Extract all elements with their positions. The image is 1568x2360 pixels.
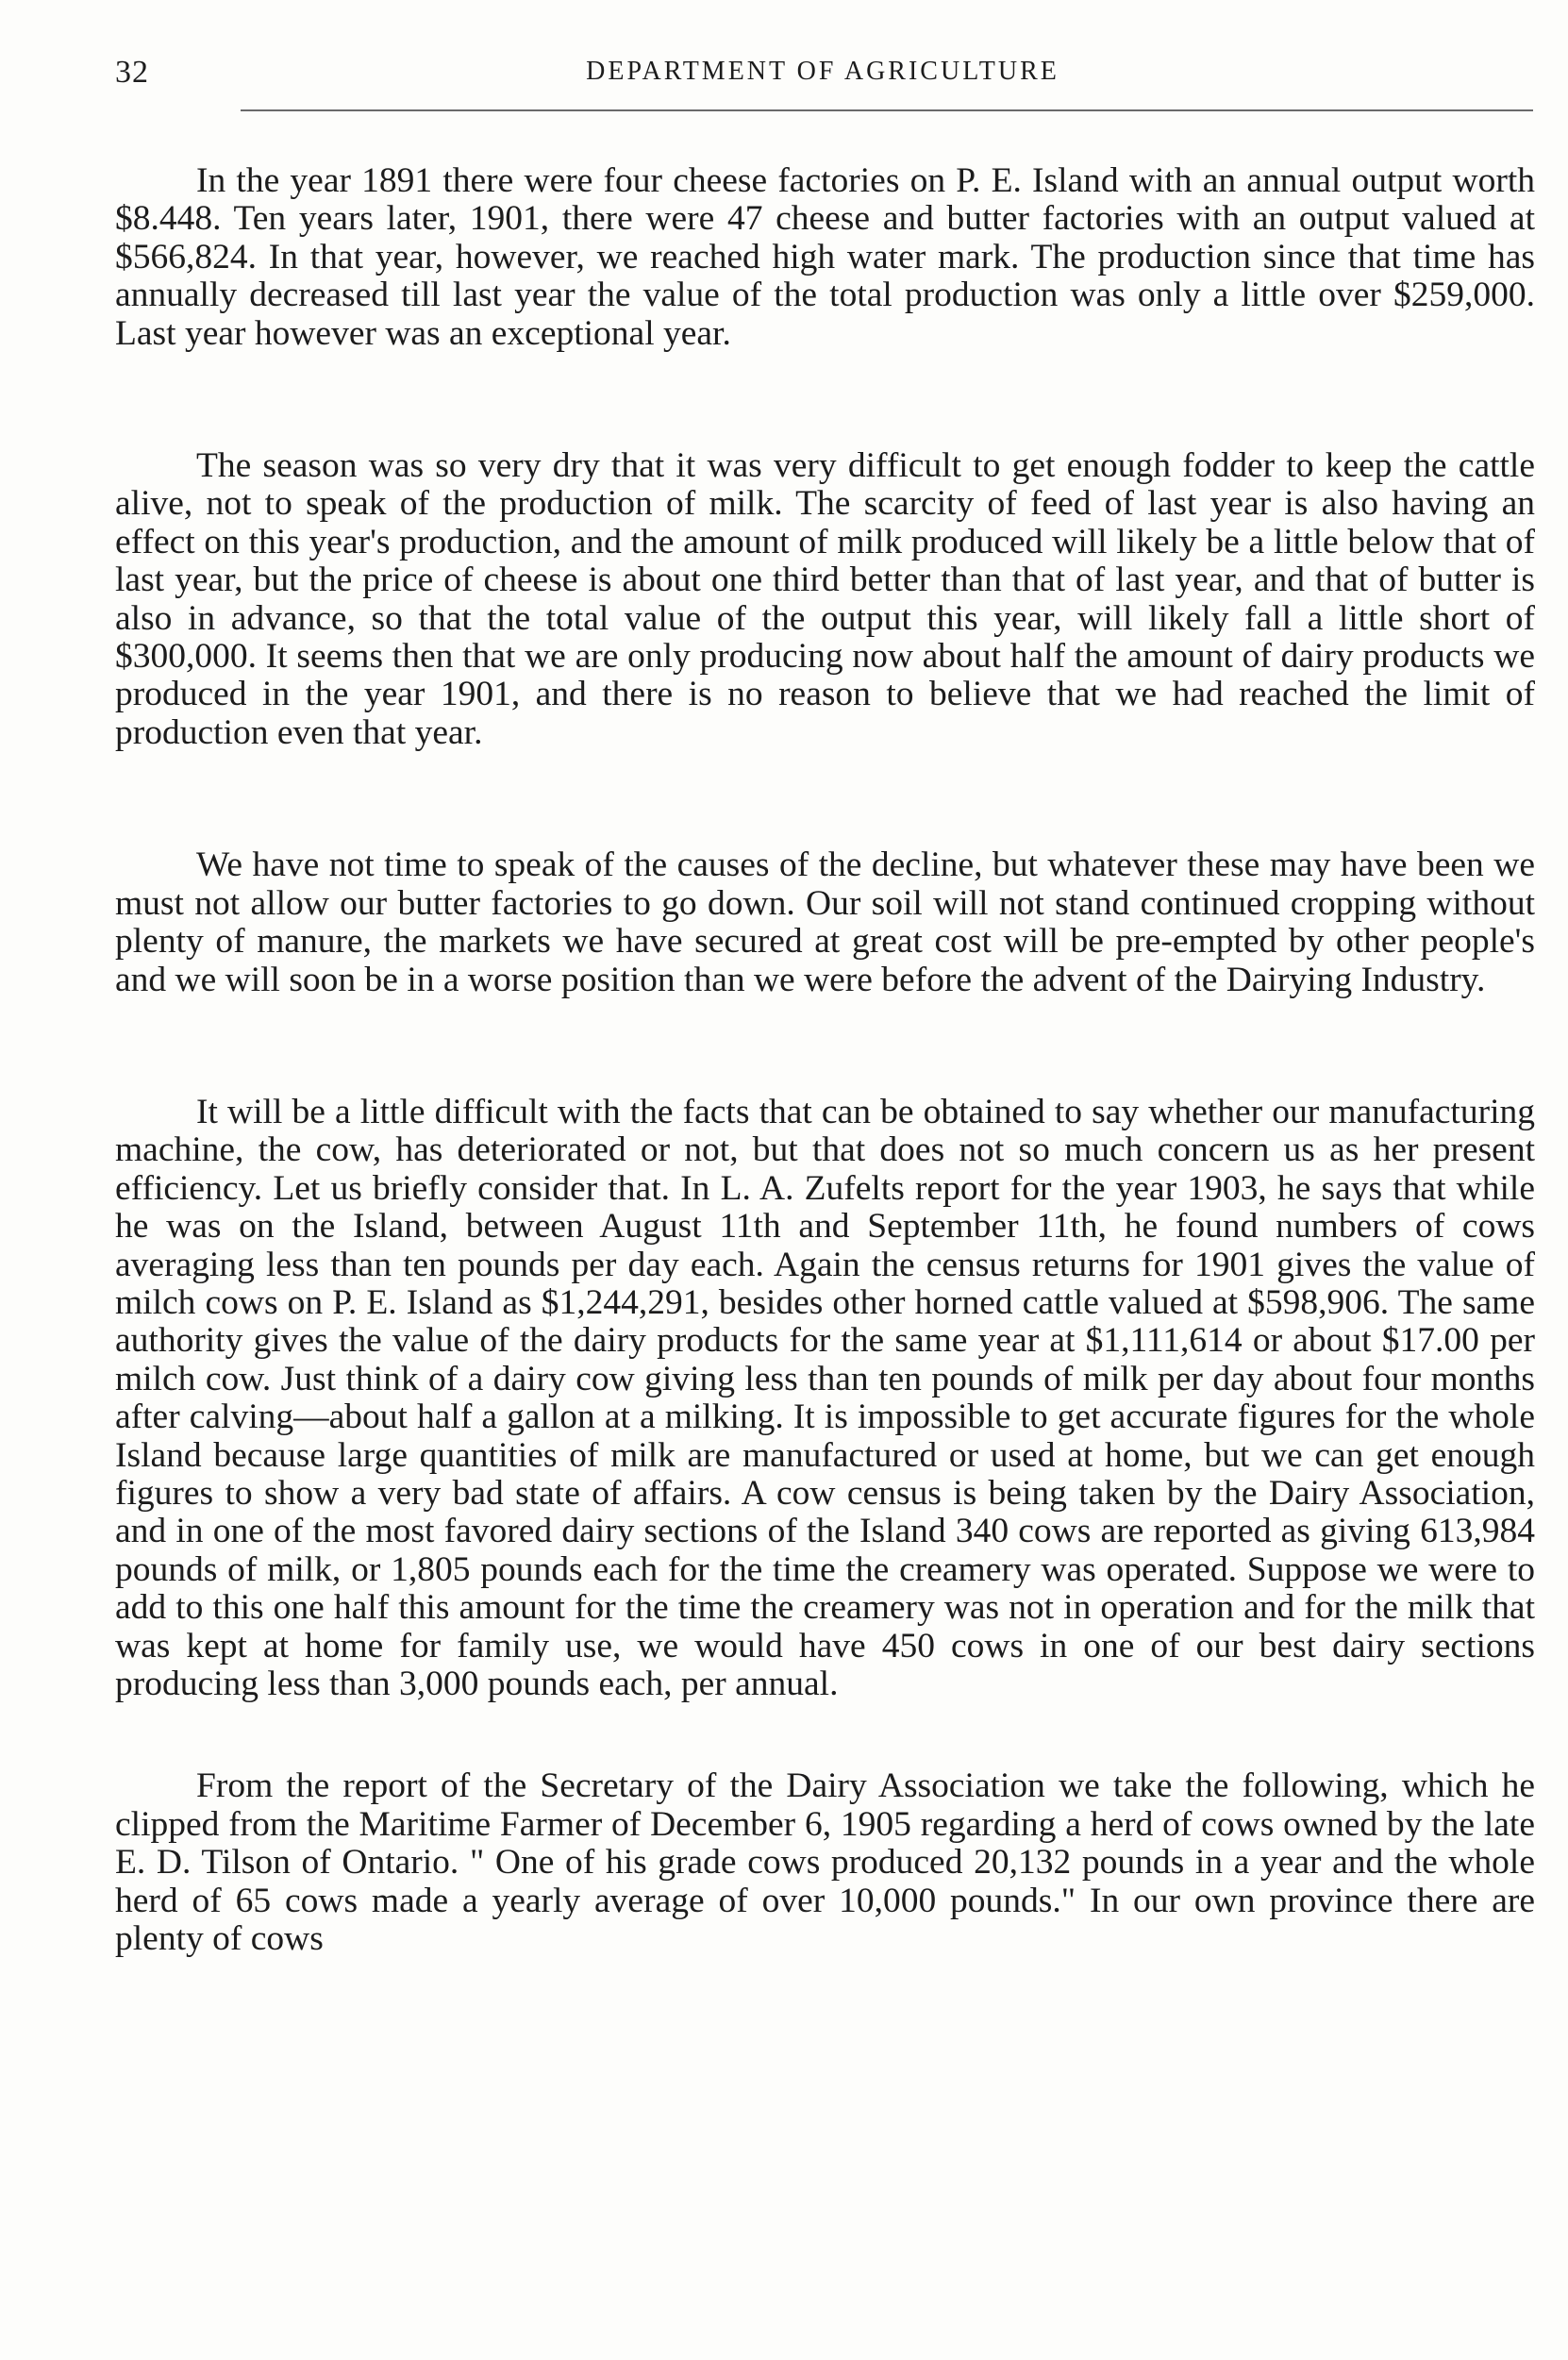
running-head: DEPARTMENT OF AGRICULTURE bbox=[586, 57, 1059, 86]
page-header bbox=[115, 49, 1530, 106]
paragraph-dry-season: The season was so very dry that it was very difficult to get enough fodder to keep the cattle alive, not to speak of the production of milk. The scarcity of feed of last year is also having an effect on this year's production, and the amount of milk produced will likely be a little below that of last year, but the price of cheese is about one third better than that of last year, and that of butter is also in advance, so that the total value of the output this year, will likely fall a little short of $300,000. It seems then that we are only producing now about half the amount of dairy products we produced in the year 1901, and there is no reason to believe that we had reached the limit of production even that year. bbox=[115, 446, 1535, 752]
paragraph-tilson-herd: From the report of the Secretary of the Dairy Association we take the following, which he clipped from the Maritime Farmer of December 6, 1905 regarding a herd of cows owned by the late E. D. Tilson of Ontario. " One of his grade cows produced 20,132 pounds in a year and the whole herd of 65 cows made a yearly average of over 10,000 pounds." In our own province there are plenty of cows bbox=[115, 1766, 1535, 1959]
body-text bbox=[115, 162, 1535, 2017]
paragraph-dairy-output: In the year 1891 there were four cheese factories on P. E. Island with an annual output worth $8.448. Ten years later, 1901, there were 47 cheese and butter factories with an output valued at $566,824. In that year, however, we reached high water mark. The production since that time has annually decreased till last year the value of the total production was only a little over $259,000. Last year however was an exceptional year. bbox=[115, 161, 1535, 353]
paragraph-cow-efficiency: It will be a little difficult with the facts that can be obtained to say whether our manufacturing machine, the cow, has deteriorated or not, but that does not so much concern us as her present efficiency. Let us briefly consider that. In L. A. Zufelts report for the year 1903, he says that while he was on the Island, between August 11th and September 11th, he found numbers of cows averaging less than ten pounds per day each. Again the census returns for 1901 gives the value of milch cows on P. E. Island as $1,244,291, besides other horned cattle valued at $598,906. The same authority gives the value of the dairy products for the same year at $1,111,614 or about $17.00 per milch cow. Just think of a dairy cow giving less than ten pounds of milk per day about four months after calving—about half a gallon at a milking. It is impossible to get accurate figures for the whole Island because large quantities of milk are manufactured or used at home, but we can get enough figures to show a very bad state of affairs. A cow census is being taken by the Dairy Association, and in one of the most favored dairy sections of the Island 340 cows are reported as giving 613,984 pounds of milk, or 1,805 pounds each for the time the creamery was operated. Suppose we were to add to this one half this amount for the time the creamery was not in operation and for the milk that was kept at home for family use, we would have 450 cows in one of our best dairy sections producing less than 3,000 pounds each, per annual. bbox=[115, 1092, 1535, 1703]
header-rule bbox=[241, 109, 1533, 111]
page-number: 32 bbox=[115, 55, 149, 90]
paragraph-decline: We have not time to speak of the causes of the decline, but whatever these may have been we must not allow our butter factories to go down. Our soil will not stand continued cropping without plenty of manure, the markets we have secured at great cost will be pre-empted by other people's and we will soon be in a worse position than we were before the advent of the Dairying Industry. bbox=[115, 845, 1535, 999]
